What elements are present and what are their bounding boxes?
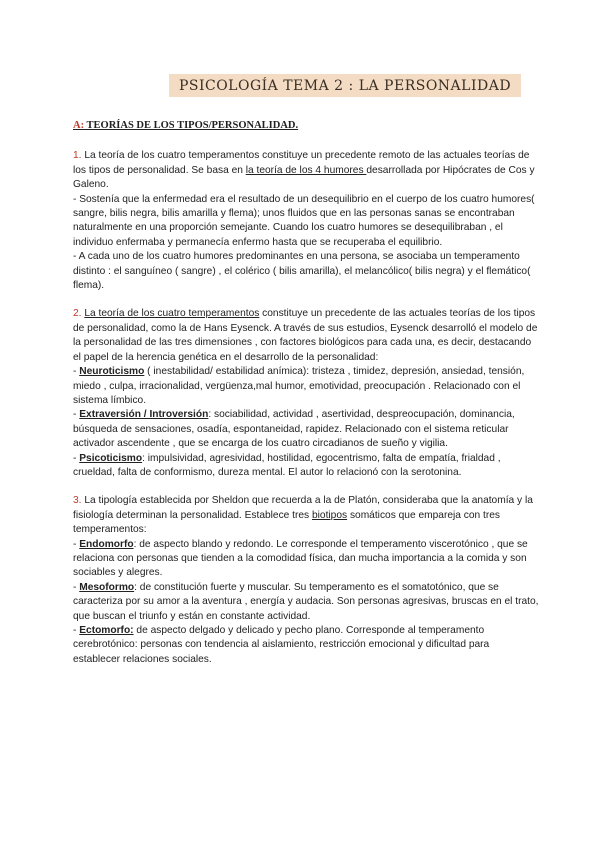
text: : sociabilidad, actividad , asertividad, despreocupación, dominancia, búsqueda de sensaciones, osadía, espontaneidad, rapidez. Relacionado con el sistema reticular activador ascendente , que se encarga de los cuatro circadianos de sueño y vigilia. [73,409,515,450]
paragraph-2-bullet-2: - Extraversión / Introversión: sociabilidad, actividad , asertividad, despreocupación, dominancia, búsqueda de sensaciones, osadía, espontaneidad, rapidez. Relacionado con el sistema reticular activador ascendente , que se encarga de los cuatro circadianos de sueño y vigilia. [73,409,515,450]
underlined-term: La teoría de los cuatro temperamentos [84,308,260,320]
text: somáticos que empareja con tres temperamentos: [73,509,500,536]
underlined-term: biotipos [311,509,348,521]
text: : de aspecto blando y redondo. Le corresponde el temperamento viscerotónico , que se relaciona con personas que tienden a la comodidad física, dan mucha importancia a la comida y son sociables y alegres. [73,538,528,579]
term-mesoformo: Mesoformo [79,581,135,593]
term-extraversion: Extraversión / Introversión [79,409,209,421]
text: desarrollada por Hipócrates de Cos y Galeno. [73,164,535,191]
text: La teoría de los cuatro temperamentos constituye un precedente remoto de las actuales teorías de los tipos de personalidad. Se basa en [73,150,530,176]
paragraph-1-intro [73,149,539,192]
title-wrap [0,74,600,97]
paragraph-3-bullet-2: - Mesoformo: de constitución fuerte y muscular. Su temperamento es el somatotónico, que se caracteriza por su amor a la aventura , energía y audacia. Son personas agresivas, bruscas en el trato, que buscan el triunfo y están en constante actividad. [73,581,539,622]
paragraph-3 [73,494,539,667]
paragraph-3-intro [73,494,539,537]
underlined-term: la teoría de los 4 humores [245,164,367,176]
document-content [73,119,539,681]
text: La tipología establecida por Sheldon que recuerda a la de Platón, consideraba que la anatomía y la fisiología determinan la personalidad. Establece tres [73,495,533,521]
item-number: 1. [73,150,82,162]
paragraph-2-bullet-3: - Psicoticismo: impulsividad, agresividad, hostilidad, egocentrismo, falta de empatía, frialdad , crueldad, falta de conformismo, dureza mental. El autor lo relacionó con la serotonina. [73,452,501,478]
text: ( inestabilidad/ estabilidad anímica): tristeza , timidez, depresión, ansiedad, tensión, miedo , culpa, irracionalidad, vergüenza,mal humor, emotividad, preocupación . Relacionado con el sistema límbico. [73,366,525,406]
text: constituye un precedente de las actuales teorías de los tipos de personalidad, como la de Hans Eysenck. A través de sus estudios, Eysenck desarrolló el modelo de la personalidad de las tres dimensiones , con factores biológicos para cada una, es decir, destacando el papel de la herencia genética en el desarrollo de la personalidad: [73,308,538,363]
paragraph-1-bullet-1: - Sostenía que la enfermedad era el resultado de un desequilibrio en el cuerpo de los cuatro humores( sangre, bilis negra, bilis amarilla y flema); unos fluidos que en las personas sanas se encontraban naturalmente en una proporción semejante. Cuando los cuatro humores se desequilibraban , el individuo enfermaba y permanecía enfermo hasta que se recuperaba el equilibrio. [73,193,535,248]
item-number: 2. [73,308,82,320]
section-title: TEORÍAS DE LOS TIPOS/PERSONALIDAD. [84,120,299,131]
item-number: 3. [73,495,82,507]
term-endomorfo: Endomorfo [79,538,134,550]
section-heading [73,119,539,133]
paragraph-1 [73,149,539,293]
paragraph-3-bullet-3: - Ectomorfo: de aspecto delgado y delicado y pecho plano. Corresponde al temperamento cerebrotónico: personas con tendencia al aislamiento, restricción emocional y dificultad para establecer relaciones sociales. [73,625,490,665]
term-ectomorfo: Ectomorfo: [79,625,134,636]
page-title: PSICOLOGÍA TEMA 2 : LA PERSONALIDAD [169,74,521,97]
paragraph-1-bullet-2: - A cada uno de los cuatro humores predominantes en una persona, se asociaba un temperamento distinto : el sanguíneo ( sangre) , el colérico ( bilis amarilla), el melancólico( bilis negra) y el flemático( flema). [73,251,531,292]
text: : impulsividad, agresividad, hostilidad, egocentrismo, falta de empatía, frialdad , crueldad, falta de conformismo, dureza mental. El autor lo relacionó con la serotonina. [73,452,501,478]
term-neuroticismo: Neuroticismo [79,366,145,378]
paragraph-2 [73,307,539,480]
term-psicoticismo: Psicoticismo [79,452,143,464]
text: de aspecto delgado y delicado y pecho plano. Corresponde al temperamento cerebrotónico: personas con tendencia al aislamiento, restricción emocional y dificultad para establecer relaciones sociales. [73,625,490,665]
section-letter: A: [73,120,85,131]
paragraph-3-bullet-1: - Endomorfo: de aspecto blando y redondo. Le corresponde el temperamento viscerotónico , que se relaciona con personas que tienden a la comodidad física, dan mucha importancia a la comida y son sociables y alegres. [73,538,528,579]
text: : de constitución fuerte y muscular. Su temperamento es el somatotónico, que se caracteriza por su amor a la aventura , energía y audacia. Son personas agresivas, bruscas en el trato, que buscan el triunfo y están en constante actividad. [73,581,539,622]
paragraph-2-intro [73,307,539,365]
paragraph-2-bullet-1: - Neuroticismo ( inestabilidad/ estabilidad anímica): tristeza , timidez, depresión, ansiedad, tensión, miedo , culpa, irracionalidad, vergüenza,mal humor, emotividad, preocupación . Relacionado con el sistema límbico. [73,366,525,406]
